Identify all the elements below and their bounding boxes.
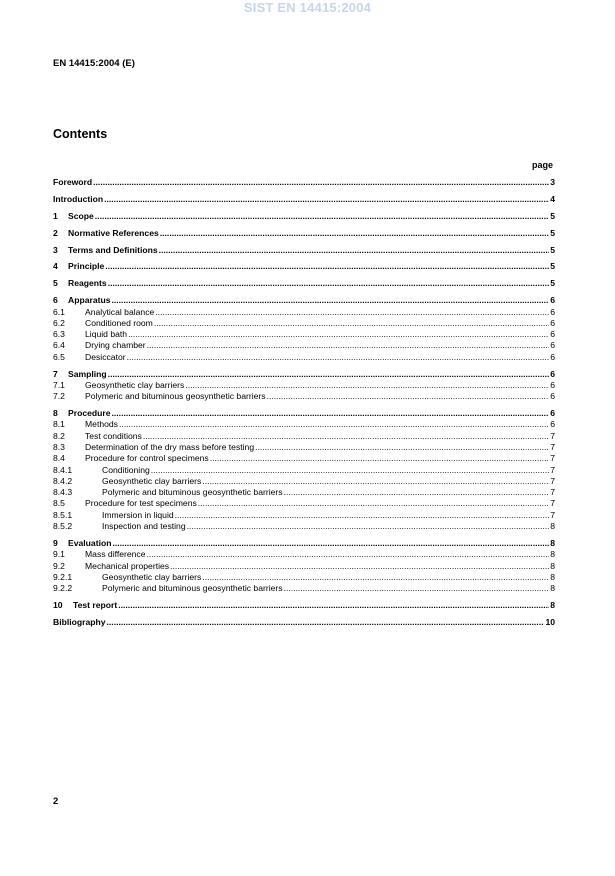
watermark: SIST EN 14415:2004 (243, 0, 372, 15)
table-of-contents (53, 177, 555, 628)
toc-entry[interactable] (53, 561, 555, 572)
toc-entry[interactable] (53, 307, 555, 318)
dot-leader (175, 510, 550, 521)
toc-entry-title: Sampling (68, 368, 107, 379)
toc-entry-number: 8.5.1 (53, 509, 73, 520)
toc-entry-title: Mass difference (85, 549, 146, 560)
toc-entry-title: Reagents (68, 278, 107, 289)
toc-entry[interactable] (53, 510, 555, 521)
toc-entry-page: 7 (550, 441, 555, 452)
dot-leader (143, 431, 549, 442)
dot-leader (105, 261, 549, 272)
toc-entry-page: 5 (550, 210, 555, 221)
toc-entry[interactable] (53, 295, 555, 306)
dot-leader (284, 487, 550, 498)
toc-entry[interactable] (53, 352, 555, 363)
toc-entry-number: 6.3 (53, 329, 65, 340)
toc-entry[interactable] (53, 583, 555, 594)
toc-entry-page: 6 (550, 379, 555, 390)
toc-entry[interactable] (53, 245, 555, 256)
toc-entry-title: Mechanical properties (85, 560, 170, 571)
toc-entry-title: Evaluation (68, 537, 112, 548)
dot-leader (112, 295, 550, 306)
toc-entry-number: 8.5 (53, 498, 65, 509)
dot-leader (187, 521, 550, 532)
dot-leader (151, 465, 549, 476)
toc-entry-title: Foreword (53, 177, 93, 187)
toc-entry-title: Terms and Definitions (68, 244, 158, 255)
toc-entry-page: 8 (550, 537, 555, 548)
dot-leader (95, 211, 549, 222)
toc-entry-number: 8.1 (53, 419, 65, 430)
toc-entry-page: 6 (550, 351, 555, 362)
toc-entry-title: Test report (73, 600, 118, 611)
toc-entry-number: 10 (53, 600, 63, 611)
toc-entry-page: 5 (550, 261, 555, 272)
toc-entry[interactable] (53, 228, 555, 239)
toc-entry[interactable] (53, 549, 555, 560)
toc-entry-number: 9.2.1 (53, 571, 73, 582)
dot-leader (112, 538, 549, 549)
toc-entry[interactable] (53, 177, 555, 188)
toc-entry-page: 7 (550, 487, 555, 498)
toc-entry[interactable] (53, 419, 555, 430)
toc-entry[interactable] (53, 600, 555, 611)
toc-entry-title: Immersion in liquid (102, 509, 174, 520)
toc-entry-title: Geosynthetic clay barriers (85, 379, 185, 390)
toc-entry[interactable] (53, 278, 555, 289)
dot-leader (108, 369, 550, 380)
toc-entry-number: 9 (53, 537, 58, 548)
toc-entry[interactable] (53, 442, 555, 453)
toc-entry-title: Determination of the dry mass before testing (85, 441, 255, 452)
dot-leader (202, 476, 549, 487)
dot-leader (127, 352, 550, 363)
dot-leader (159, 245, 550, 256)
dot-leader (147, 549, 550, 560)
toc-entry-number: 8.4 (53, 453, 65, 464)
toc-entry-page: 5 (550, 278, 555, 289)
toc-entry-page: 7 (550, 498, 555, 509)
toc-entry-number: 6.5 (53, 351, 65, 362)
toc-entry-page: 7 (550, 509, 555, 520)
dot-leader (210, 453, 550, 464)
dot-leader (160, 228, 549, 239)
toc-entry-title: Bibliography (53, 616, 106, 627)
toc-entry-title: Scope (68, 210, 94, 221)
toc-entry-page: 6 (550, 306, 555, 317)
toc-entry[interactable] (53, 211, 555, 222)
toc-entry-number: 6 (53, 295, 58, 306)
toc-entry-number: 2 (53, 227, 58, 238)
toc-entry-number: 3 (53, 244, 58, 255)
toc-entry[interactable] (53, 465, 555, 476)
toc-entry[interactable] (53, 380, 555, 391)
toc-entry-number: 9.1 (53, 549, 65, 560)
toc-entry-page: 10 (545, 616, 555, 627)
toc-entry[interactable] (53, 431, 555, 442)
toc-entry-page: 6 (550, 368, 555, 379)
toc-entry[interactable] (53, 340, 555, 351)
toc-entry-number: 8.5.2 (53, 521, 73, 532)
toc-entry-page: 6 (550, 419, 555, 430)
toc-entry-number: 8 (53, 408, 58, 419)
toc-entry-number: 1 (53, 210, 58, 221)
toc-entry-number: 8.3 (53, 441, 65, 452)
toc-entry-page: 6 (550, 329, 555, 340)
toc-entry-page: 6 (550, 391, 555, 402)
toc-entry[interactable] (53, 572, 555, 583)
page-number: 2 (53, 796, 59, 807)
toc-entry-number: 9.2 (53, 560, 65, 571)
dot-leader (198, 498, 549, 509)
toc-entry-title: Apparatus (68, 295, 111, 306)
page-title: Contents (53, 127, 108, 141)
toc-entry-title: Desiccator (85, 351, 126, 362)
toc-entry-page: 3 (550, 177, 555, 187)
dot-leader (154, 318, 549, 329)
toc-entry-page: 6 (550, 317, 555, 328)
toc-entry[interactable] (53, 521, 555, 532)
toc-entry-title: Procedure for control specimens (85, 453, 209, 464)
dot-leader (185, 380, 549, 391)
toc-entry-number: 8.4.1 (53, 464, 73, 475)
toc-entry-number: 8.4.3 (53, 487, 73, 498)
toc-entry-title: Test conditions (85, 430, 142, 441)
dot-leader (118, 600, 549, 611)
page-column-label: page (531, 160, 553, 170)
dot-leader (128, 329, 549, 340)
toc-entry-title: Analytical balance (85, 306, 155, 317)
dot-leader (255, 442, 549, 453)
toc-entry-page: 8 (550, 583, 555, 594)
dot-leader (119, 419, 549, 430)
dot-leader (112, 408, 550, 419)
toc-entry-number: 6.1 (53, 306, 65, 317)
toc-entry-number: 4 (53, 261, 58, 272)
dot-leader (108, 278, 550, 289)
toc-entry[interactable] (53, 617, 555, 628)
toc-entry-number: 6.2 (53, 317, 65, 328)
toc-entry-title: Conditioning (102, 464, 150, 475)
toc-entry[interactable] (53, 391, 555, 402)
toc-entry-page: 4 (550, 193, 555, 204)
toc-entry-title: Methods (85, 419, 118, 430)
document-identifier: EN 14415:2004 (E) (53, 58, 135, 69)
toc-entry-number: 5 (53, 278, 58, 289)
toc-entry-title: Liquid bath (85, 329, 128, 340)
dot-leader (107, 617, 545, 628)
dot-leader (267, 391, 550, 402)
toc-entry-title: Procedure for test specimens (85, 498, 197, 509)
toc-entry-page: 8 (550, 560, 555, 571)
toc-entry-title: Introduction (53, 193, 104, 204)
toc-entry-title: Drying chamber (85, 340, 146, 351)
toc-entry-number: 8.2 (53, 430, 65, 441)
toc-entry-page: 7 (550, 430, 555, 441)
toc-entry[interactable] (53, 487, 555, 498)
toc-entry[interactable] (53, 329, 555, 340)
toc-entry-title: Geosynthetic clay barriers (102, 475, 202, 486)
toc-entry[interactable] (53, 476, 555, 487)
toc-entry[interactable] (53, 408, 555, 419)
toc-entry-title: Polymeric and bituminous geosynthetic barriers (102, 487, 283, 498)
dot-leader (147, 340, 550, 351)
toc-entry-page: 6 (550, 340, 555, 351)
toc-entry-page: 6 (550, 295, 555, 306)
toc-entry[interactable] (53, 538, 555, 549)
dot-leader (155, 307, 549, 318)
toc-entry-number: 8.4.2 (53, 475, 73, 486)
dot-leader (202, 572, 549, 583)
toc-entry-number: 6.4 (53, 340, 65, 351)
toc-entry-page: 6 (550, 408, 555, 419)
dot-leader (284, 583, 550, 594)
toc-entry-title: Conditioned room (85, 317, 153, 328)
toc-entry[interactable] (53, 453, 555, 464)
toc-entry-title: Inspection and testing (102, 521, 186, 532)
toc-entry[interactable] (53, 318, 555, 329)
toc-entry-page: 5 (550, 244, 555, 255)
toc-entry[interactable] (53, 261, 555, 272)
dot-leader (170, 561, 549, 572)
toc-entry-number: 9.2.2 (53, 583, 73, 594)
toc-entry-title: Procedure (68, 408, 111, 419)
toc-entry[interactable] (53, 194, 555, 205)
toc-entry-page: 8 (550, 521, 555, 532)
toc-entry-page: 5 (550, 227, 555, 238)
dot-leader (93, 177, 549, 188)
toc-entry-title: Polymeric and bituminous geosynthetic barriers (102, 583, 283, 594)
toc-entry-page: 8 (550, 549, 555, 560)
toc-entry[interactable] (53, 369, 555, 380)
toc-entry-page: 7 (550, 453, 555, 464)
toc-entry-number: 7.2 (53, 391, 65, 402)
toc-entry-page: 8 (550, 600, 555, 611)
dot-leader (104, 194, 549, 205)
toc-entry-title: Geosynthetic clay barriers (102, 571, 202, 582)
toc-entry-number: 7.1 (53, 379, 65, 390)
toc-entry-title: Polymeric and bituminous geosynthetic barriers (85, 391, 266, 402)
toc-entry-page: 7 (550, 464, 555, 475)
toc-entry-title: Principle (68, 261, 105, 272)
toc-entry-page: 8 (550, 571, 555, 582)
toc-entry[interactable] (53, 498, 555, 509)
toc-entry-page: 7 (550, 475, 555, 486)
toc-entry-title: Normative References (68, 227, 159, 238)
toc-entry-number: 7 (53, 368, 58, 379)
